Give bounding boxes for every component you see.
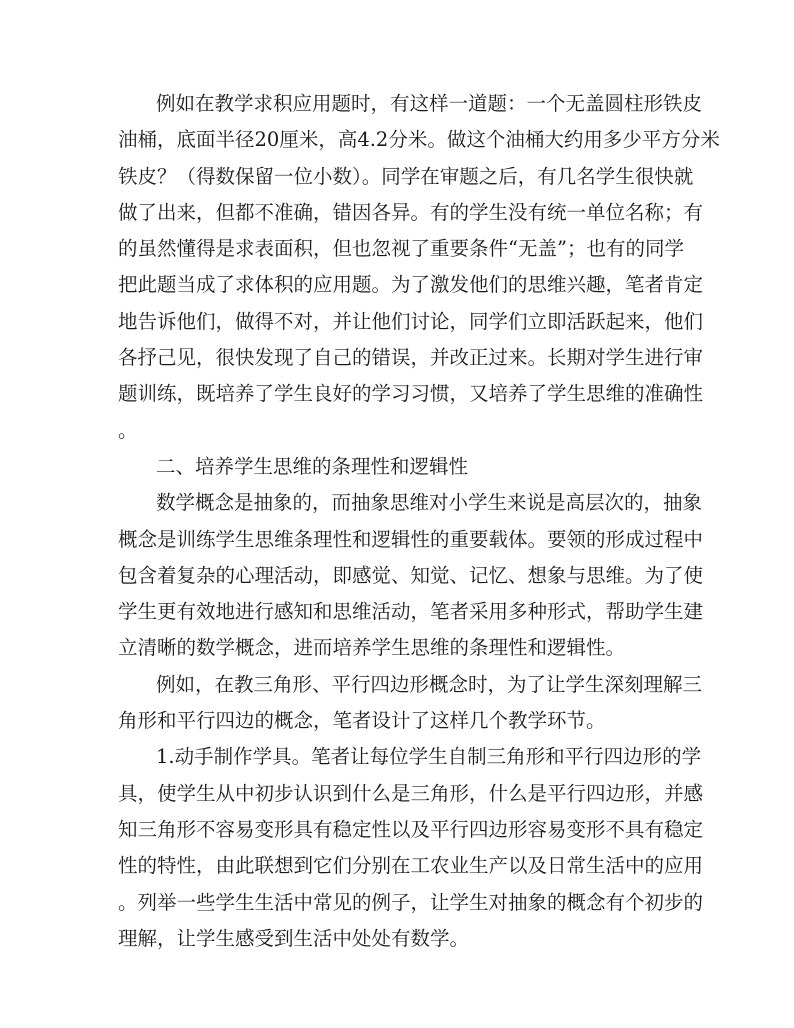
text-line: 的虽然懂得是求表面积，但也忽视了重要条件“无盖”；也有的同学	[118, 237, 684, 261]
text-line: 立清晰的数学概念，进而培养学生思维的条理性和逻辑性。	[118, 636, 626, 660]
text-line: 。	[118, 418, 138, 442]
text-line: 概念是训练学生思维条理性和逻辑性的重要载体。要领的形成过程中	[118, 527, 704, 551]
text-line: 具，使学生从中初步认识到什么是三角形，什么是平行四边形，并感	[118, 781, 704, 805]
text-line: 把此题当成了求体积的应用题。为了激发他们的思维兴趣，笔者肯定	[118, 273, 704, 297]
text-line: 油桶，底面半径20厘米，高4.2分米。做这个油桶大约用多少平方分米	[118, 128, 720, 152]
text-line: 各抒己见，很快发现了自己的错误，并改正过来。长期对学生进行审	[118, 346, 704, 370]
text-line: 包含着复杂的心理活动，即感觉、知觉、记忆、想象与思维。为了使	[118, 563, 704, 587]
text-line: 1.动手制作学具。笔者让每位学生自制三角形和平行四边形的学	[156, 745, 702, 769]
text-line: 性的特性，由此联想到它们分别在工农业生产以及日常生活中的应用	[118, 854, 704, 878]
text-line: 角形和平行四边的概念，笔者设计了这样几个教学环节。	[118, 709, 606, 733]
text-line: 数学概念是抽象的，而抽象思维对小学生来说是高层次的，抽象	[156, 491, 703, 515]
text-line: 学生更有效地进行感知和思维活动，笔者采用多种形式，帮助学生建	[118, 600, 704, 624]
text-line: 铁皮？（得数保留一位小数）。同学在审题之后，有几名学生很快就	[118, 164, 694, 188]
text-line: 例如，在教三角形、平行四边形概念时，为了让学生深刻理解三	[156, 672, 703, 696]
text-line: 题训练，既培养了学生良好的学习习惯，又培养了学生思维的准确性	[118, 382, 704, 406]
text-line: 。列举一些学生生活中常见的例子，让学生对抽象的概念有个初步的	[118, 890, 704, 914]
text-line: 知三角形不容易变形具有稳定性以及平行四边形容易变形不具有稳定	[118, 817, 704, 841]
text-line: 例如在教学求积应用题时，有这样一道题：一个无盖圆柱形铁皮	[156, 92, 703, 115]
document-body	[118, 86, 720, 957]
text-line: 二、培养学生思维的条理性和逻辑性	[156, 454, 469, 478]
text-line: 理解，让学生感受到生活中处处有数学。	[118, 926, 470, 950]
text-line: 做了出来，但都不准确，错因各异。有的学生没有统一单位名称；有	[118, 200, 704, 224]
text-line: 地告诉他们，做得不对，并让他们讨论，同学们立即活跃起来，他们	[118, 309, 704, 333]
